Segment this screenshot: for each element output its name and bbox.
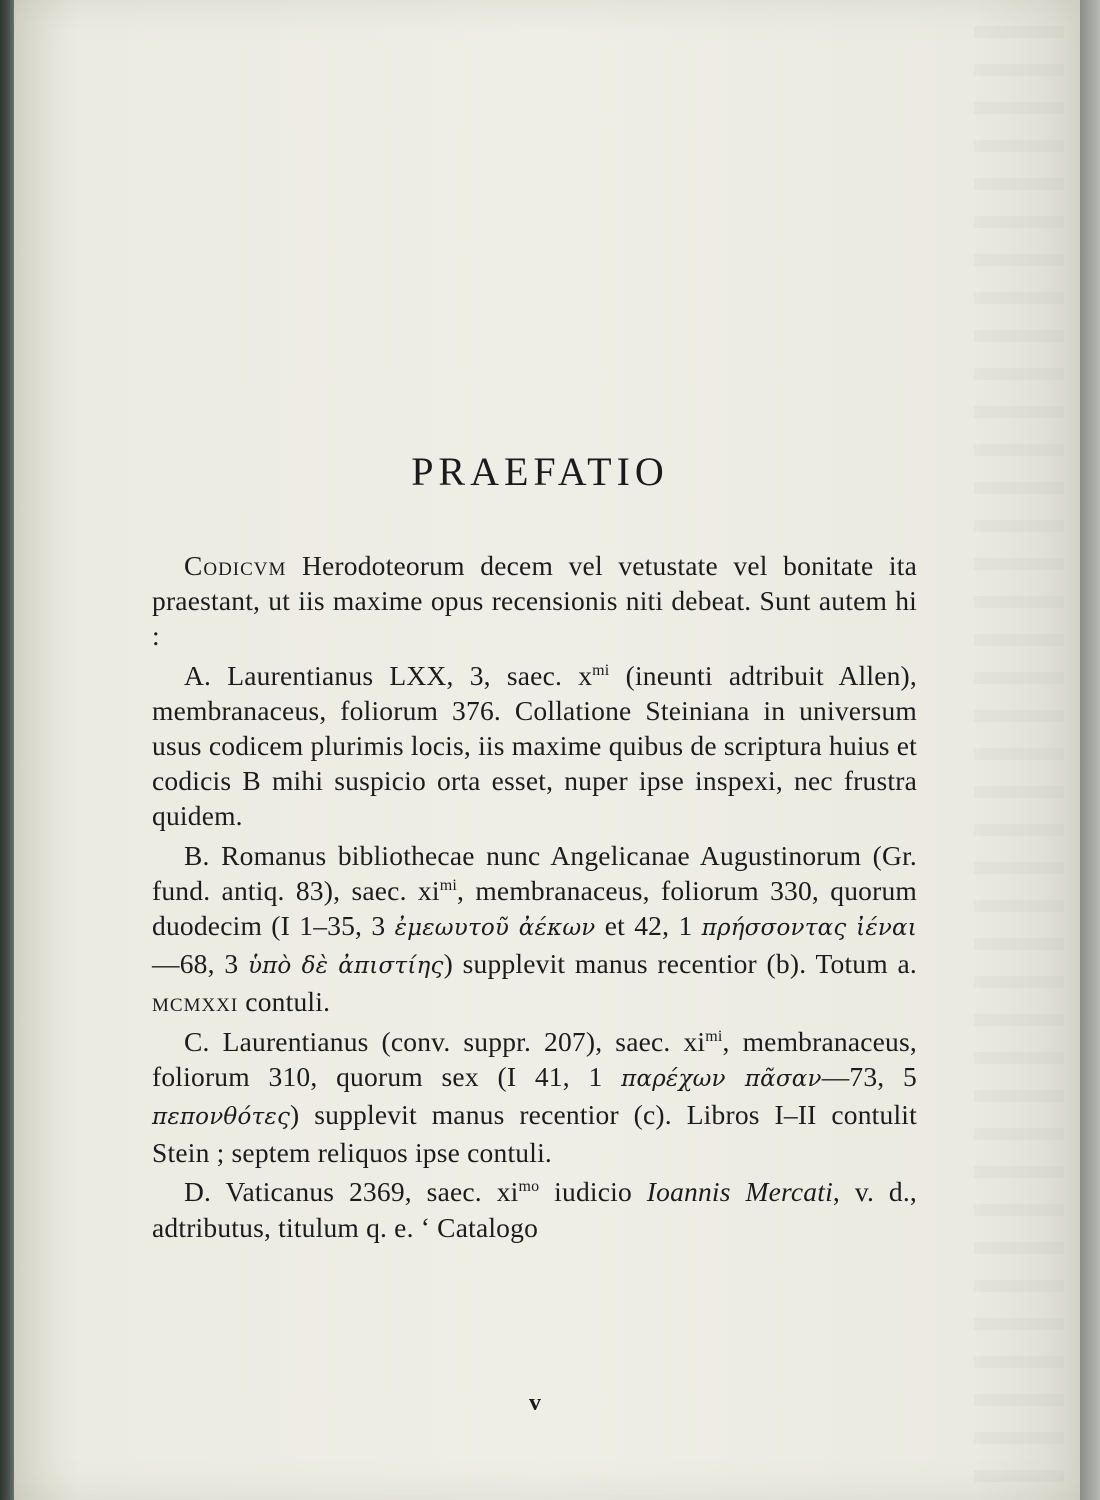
codex-c-sup: mi — [705, 1027, 723, 1045]
codex-c-text-4: ) supplevit manus recentior (c). Libros I–II contulit Stein ; septem reliquos ipse contuli. — [152, 1099, 917, 1169]
codex-b-text-3: et 42, 1 — [595, 910, 702, 942]
greek-quote: ὑπὸ δὲ ἀπιστίης — [247, 953, 444, 980]
greek-quote: πρήσσοντας ἰέναι — [701, 915, 917, 942]
scholar-name: Ioannis Mercati — [646, 1176, 833, 1208]
codex-b-text: B. Romanus bibliothecae nunc Angelicanae Augustinorum (Gr. fund. antiq. 83), saec. xi — [152, 839, 917, 906]
codex-d-sup: mo — [518, 1178, 540, 1196]
page-title: PRAEFATIO — [411, 449, 669, 494]
intro-text: Herodoteorum decem vel vetustate vel bonitate ita praestant, ut iis maxime opus recensionis niti debeat. Sunt autem hi : — [152, 550, 917, 652]
desk-edge — [1080, 0, 1100, 1500]
codex-b-sup: mi — [439, 876, 457, 894]
show-through-text — [974, 0, 1064, 1500]
paragraph-intro — [152, 548, 917, 654]
codex-c-text-2: , membranaceus, foliorum 310, quorum sex (I 41, 1 — [152, 1025, 917, 1092]
codex-b-text-4: —68, 3 — [152, 948, 248, 980]
paragraph-codex-d — [152, 1174, 917, 1244]
roman-year: mcmxxi — [152, 986, 239, 1018]
page-number: v — [529, 1390, 541, 1416]
preface-body — [152, 548, 917, 1249]
codex-b-text-5: ) supplevit manus recentior (b). Totum a. — [443, 948, 917, 980]
codex-d-text: D. Vaticanus 2369, saec. xi — [184, 1176, 519, 1208]
codex-a-text-2: (ineunti adtribuit Allen), membranaceus, foliorum 376. Collatione Steiniana in universum usus codicem plurimis locis, iis maxime quibus de scriptura huius et codicis B mihi suspicio orta esset, nuper ipse inspexi, nec frustra quidem. — [152, 659, 917, 832]
greek-quote: παρέχων πᾶσαν — [621, 1065, 822, 1092]
codex-d-text-2: iudicio — [539, 1176, 647, 1208]
codex-c-text: C. Laurentianus (conv. suppr. 207), saec. xi — [184, 1025, 706, 1057]
paragraph-codex-b — [152, 838, 917, 1020]
codex-b-text-2: , membranaceus, foliorum 330, quorum duodecim (I 1–35, 3 — [152, 874, 918, 942]
codex-a-sup: mi — [592, 661, 610, 679]
greek-quote: πεπονθότες — [152, 1104, 291, 1131]
paragraph-codex-c — [152, 1024, 917, 1171]
lead-word: Codicvm — [184, 550, 287, 581]
paragraph-codex-a — [152, 658, 917, 834]
codex-b-text-6: contuli. — [238, 986, 331, 1018]
codex-c-text-3: —73, 5 — [821, 1060, 918, 1092]
greek-quote: ἐμεωυτοῦ ἀέκων — [394, 915, 596, 942]
codex-a-text: A. Laurentianus LXX, 3, saec. x — [184, 659, 593, 691]
codex-d-text-3: , v. d., adtributus, titulum q. e. ‘ Catalogo — [152, 1176, 917, 1243]
book-binding — [0, 0, 14, 1500]
